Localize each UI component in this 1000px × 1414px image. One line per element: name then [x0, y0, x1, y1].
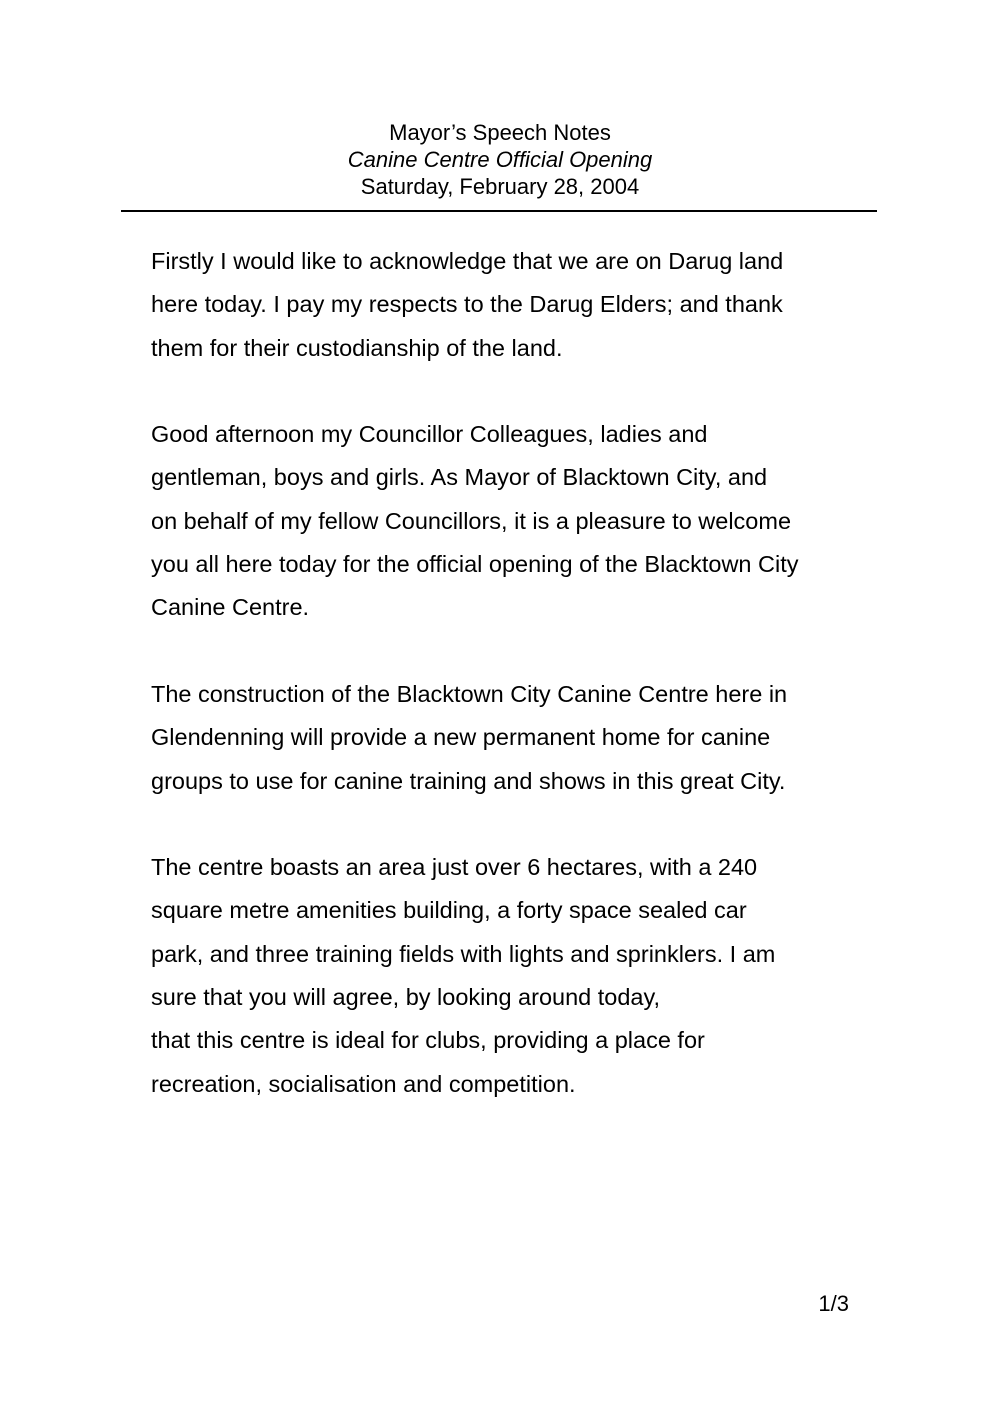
- text-line: on behalf of my fellow Councillors, it is a pleasure to welcome: [151, 507, 792, 534]
- header-divider: [121, 210, 877, 212]
- paragraph-construction: [151, 673, 871, 803]
- text-line: Canine Centre.: [151, 594, 310, 621]
- paragraph-welcome: [151, 413, 871, 629]
- text-line: Firstly I would like to acknowledge that we are on Darug land: [151, 248, 784, 274]
- text-line: that this centre is ideal for clubs, providing a place for: [151, 1027, 705, 1054]
- text-line: Glendenning will provide a new permanent home for canine: [151, 724, 771, 751]
- page-number: 1/3: [818, 1291, 849, 1316]
- text-line: square metre amenities building, a forty space sealed car: [151, 897, 747, 924]
- paragraph-acknowledgement: [151, 240, 871, 370]
- text-line: gentleman, boys and girls. As Mayor of Blacktown City, and: [151, 464, 768, 491]
- text-line: them for their custodianship of the land.: [151, 334, 563, 361]
- text-line: here today. I pay my respects to the Darug Elders; and thank: [151, 291, 783, 318]
- event-subtitle: Canine Centre Official Opening: [347, 147, 653, 172]
- text-line: park, and three training fields with lights and sprinklers. I am: [151, 940, 776, 967]
- text-line: The construction of the Blacktown City Canine Centre here in: [151, 680, 788, 707]
- text-line: sure that you will agree, by looking around today,: [151, 984, 661, 1011]
- event-date: Saturday, February 28, 2004: [360, 174, 640, 199]
- paragraph-facilities: [151, 846, 871, 1106]
- document-title: Mayor’s Speech Notes: [389, 120, 611, 145]
- text-line: groups to use for canine training and shows in this great City.: [151, 767, 786, 794]
- document-header: [0, 119, 1000, 200]
- text-line: Good afternoon my Councillor Colleagues, ladies and: [151, 421, 708, 448]
- text-line: recreation, socialisation and competition.: [151, 1070, 576, 1097]
- text-line: you all here today for the official opening of the Blacktown City: [151, 551, 799, 578]
- speech-body: [151, 240, 871, 1149]
- text-line: The centre boasts an area just over 6 hectares, with a 240: [151, 854, 758, 881]
